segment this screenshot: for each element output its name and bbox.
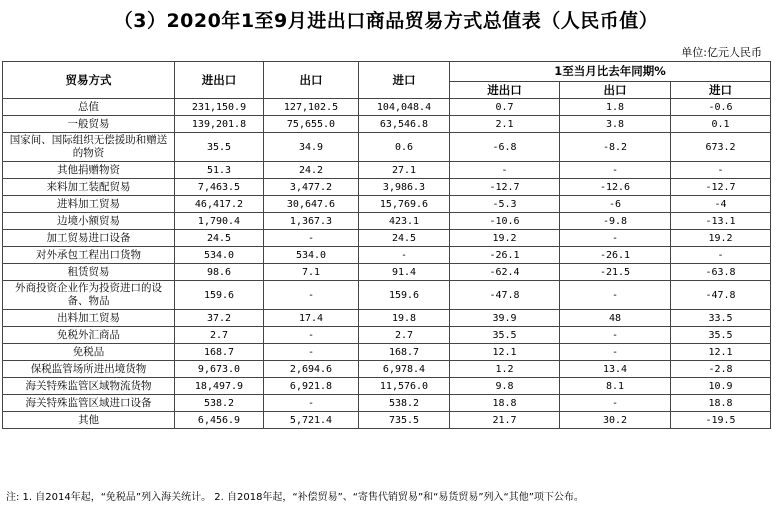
row-name: 国家间、国际组织无偿援助和赠送的物资 [3, 133, 175, 162]
cell-growth-total: - [450, 162, 560, 179]
cell-growth-import: -63.8 [671, 264, 771, 281]
cell-growth-export: - [560, 344, 671, 361]
cell-growth-total: -62.4 [450, 264, 560, 281]
cell-growth-total: 21.7 [450, 412, 560, 429]
cell-import: 104,048.4 [359, 99, 450, 116]
header-growth-export: 出口 [560, 82, 671, 99]
cell-growth-total: 35.5 [450, 327, 560, 344]
row-name: 海关特殊监管区域进口设备 [3, 395, 175, 412]
cell-growth-total: 18.8 [450, 395, 560, 412]
table-row [3, 395, 771, 412]
cell-export: 127,102.5 [264, 99, 359, 116]
cell-total: 24.5 [175, 230, 264, 247]
cell-import: 24.5 [359, 230, 450, 247]
table-row [3, 162, 771, 179]
row-name: 加工贸易进口设备 [3, 230, 175, 247]
row-name: 进料加工贸易 [3, 196, 175, 213]
cell-growth-import: 673.2 [671, 133, 771, 162]
cell-growth-import: 19.2 [671, 230, 771, 247]
cell-export: - [264, 230, 359, 247]
cell-total: 139,201.8 [175, 116, 264, 133]
row-name: 免税品 [3, 344, 175, 361]
table-row [3, 327, 771, 344]
cell-growth-import: -19.5 [671, 412, 771, 429]
cell-growth-export: 1.8 [560, 99, 671, 116]
cell-growth-total: -12.7 [450, 179, 560, 196]
cell-total: 1,790.4 [175, 213, 264, 230]
cell-growth-export: - [560, 230, 671, 247]
cell-total: 51.3 [175, 162, 264, 179]
cell-import: 91.4 [359, 264, 450, 281]
row-name: 来料加工装配贸易 [3, 179, 175, 196]
table-row [3, 230, 771, 247]
trade-table [2, 61, 771, 429]
cell-growth-export: 13.4 [560, 361, 671, 378]
cell-total: 538.2 [175, 395, 264, 412]
row-name: 其他捐赠物资 [3, 162, 175, 179]
cell-growth-total: 1.2 [450, 361, 560, 378]
cell-growth-total: 19.2 [450, 230, 560, 247]
cell-growth-export: - [560, 327, 671, 344]
cell-export: - [264, 395, 359, 412]
header-growth-import: 进口 [671, 82, 771, 99]
cell-export: 7.1 [264, 264, 359, 281]
cell-growth-total: -26.1 [450, 247, 560, 264]
cell-import: 538.2 [359, 395, 450, 412]
cell-growth-import: 18.8 [671, 395, 771, 412]
cell-total: 9,673.0 [175, 361, 264, 378]
cell-import: 168.7 [359, 344, 450, 361]
header-export: 出口 [264, 62, 359, 99]
cell-import: 19.8 [359, 310, 450, 327]
cell-total: 46,417.2 [175, 196, 264, 213]
cell-growth-export: 8.1 [560, 378, 671, 395]
page-title: （3）2020年1至9月进出口商品贸易方式总值表（人民币值） [113, 10, 659, 32]
cell-growth-export: - [560, 281, 671, 310]
header-total: 进出口 [175, 62, 264, 99]
cell-export: - [264, 344, 359, 361]
cell-growth-import: -47.8 [671, 281, 771, 310]
cell-growth-total: 0.7 [450, 99, 560, 116]
table-row [3, 116, 771, 133]
row-name: 保税监管场所进出境货物 [3, 361, 175, 378]
row-name: 免税外汇商品 [3, 327, 175, 344]
cell-growth-total: -5.3 [450, 196, 560, 213]
cell-growth-export: 3.8 [560, 116, 671, 133]
cell-growth-export: -8.2 [560, 133, 671, 162]
cell-total: 168.7 [175, 344, 264, 361]
cell-growth-total: -6.8 [450, 133, 560, 162]
cell-import: 3,986.3 [359, 179, 450, 196]
cell-growth-import: 35.5 [671, 327, 771, 344]
table-row [3, 179, 771, 196]
table-row [3, 196, 771, 213]
cell-growth-total: 2.1 [450, 116, 560, 133]
cell-total: 18,497.9 [175, 378, 264, 395]
cell-export: 30,647.6 [264, 196, 359, 213]
row-name: 海关特殊监管区域物流货物 [3, 378, 175, 395]
cell-import: 27.1 [359, 162, 450, 179]
table-row [3, 213, 771, 230]
header-growth-total: 进出口 [450, 82, 560, 99]
cell-total: 534.0 [175, 247, 264, 264]
cell-import: 11,576.0 [359, 378, 450, 395]
cell-growth-export: - [560, 162, 671, 179]
table-row [3, 133, 771, 162]
cell-growth-import: - [671, 247, 771, 264]
cell-import: 735.5 [359, 412, 450, 429]
table-row [3, 247, 771, 264]
cell-total: 37.2 [175, 310, 264, 327]
cell-growth-export: 30.2 [560, 412, 671, 429]
row-name: 其他 [3, 412, 175, 429]
cell-export: 1,367.3 [264, 213, 359, 230]
table-row [3, 412, 771, 429]
cell-growth-export: - [560, 395, 671, 412]
cell-growth-total: -47.8 [450, 281, 560, 310]
table-row [3, 310, 771, 327]
cell-export: - [264, 327, 359, 344]
unit-label: 单位:亿元人民币 [681, 46, 762, 59]
row-name: 一般贸易 [3, 116, 175, 133]
cell-growth-total: 12.1 [450, 344, 560, 361]
cell-growth-import: 10.9 [671, 378, 771, 395]
cell-total: 6,456.9 [175, 412, 264, 429]
table-row [3, 281, 771, 310]
cell-import: 159.6 [359, 281, 450, 310]
cell-export: 75,655.0 [264, 116, 359, 133]
cell-growth-import: 12.1 [671, 344, 771, 361]
cell-growth-total: 39.9 [450, 310, 560, 327]
cell-total: 98.6 [175, 264, 264, 281]
cell-total: 7,463.5 [175, 179, 264, 196]
row-name: 对外承包工程出口货物 [3, 247, 175, 264]
cell-growth-export: 48 [560, 310, 671, 327]
cell-export: 2,694.6 [264, 361, 359, 378]
cell-growth-import: 33.5 [671, 310, 771, 327]
header-trade-method: 贸易方式 [3, 62, 175, 99]
cell-total: 2.7 [175, 327, 264, 344]
cell-import: 6,978.4 [359, 361, 450, 378]
cell-total: 159.6 [175, 281, 264, 310]
cell-growth-export: -9.8 [560, 213, 671, 230]
cell-growth-import: -13.1 [671, 213, 771, 230]
cell-import: 2.7 [359, 327, 450, 344]
row-name: 总值 [3, 99, 175, 116]
row-name: 出料加工贸易 [3, 310, 175, 327]
cell-import: 15,769.6 [359, 196, 450, 213]
cell-growth-export: -6 [560, 196, 671, 213]
cell-growth-import: -4 [671, 196, 771, 213]
header-growth: 1至当月比去年同期% [450, 62, 771, 82]
table-row [3, 378, 771, 395]
cell-export: 3,477.2 [264, 179, 359, 196]
cell-growth-total: 9.8 [450, 378, 560, 395]
cell-export: 5,721.4 [264, 412, 359, 429]
cell-export: 6,921.8 [264, 378, 359, 395]
row-name: 租赁贸易 [3, 264, 175, 281]
table-row [3, 361, 771, 378]
cell-import: 0.6 [359, 133, 450, 162]
row-name: 边境小额贸易 [3, 213, 175, 230]
cell-growth-export: -26.1 [560, 247, 671, 264]
footnote: 注: 1. 自2014年起，“免税品”列入海关统计。 2. 自2018年起，“补偿贸易”、“寄售代销贸易”和“易货贸易”列入“其他”项下公布。 [6, 492, 584, 503]
cell-export: 24.2 [264, 162, 359, 179]
table-row [3, 99, 771, 116]
cell-total: 231,150.9 [175, 99, 264, 116]
header-import: 进口 [359, 62, 450, 99]
row-name: 外商投资企业作为投资进口的设备、物品 [3, 281, 175, 310]
cell-growth-total: -10.6 [450, 213, 560, 230]
cell-growth-import: -2.8 [671, 361, 771, 378]
cell-export: 534.0 [264, 247, 359, 264]
cell-growth-import: - [671, 162, 771, 179]
cell-export: 17.4 [264, 310, 359, 327]
cell-growth-import: -0.6 [671, 99, 771, 116]
cell-total: 35.5 [175, 133, 264, 162]
cell-import: - [359, 247, 450, 264]
cell-export: - [264, 281, 359, 310]
cell-growth-import: 0.1 [671, 116, 771, 133]
cell-growth-export: -21.5 [560, 264, 671, 281]
cell-growth-import: -12.7 [671, 179, 771, 196]
table-row [3, 264, 771, 281]
cell-import: 423.1 [359, 213, 450, 230]
cell-export: 34.9 [264, 133, 359, 162]
table-row [3, 344, 771, 361]
cell-import: 63,546.8 [359, 116, 450, 133]
cell-growth-export: -12.6 [560, 179, 671, 196]
